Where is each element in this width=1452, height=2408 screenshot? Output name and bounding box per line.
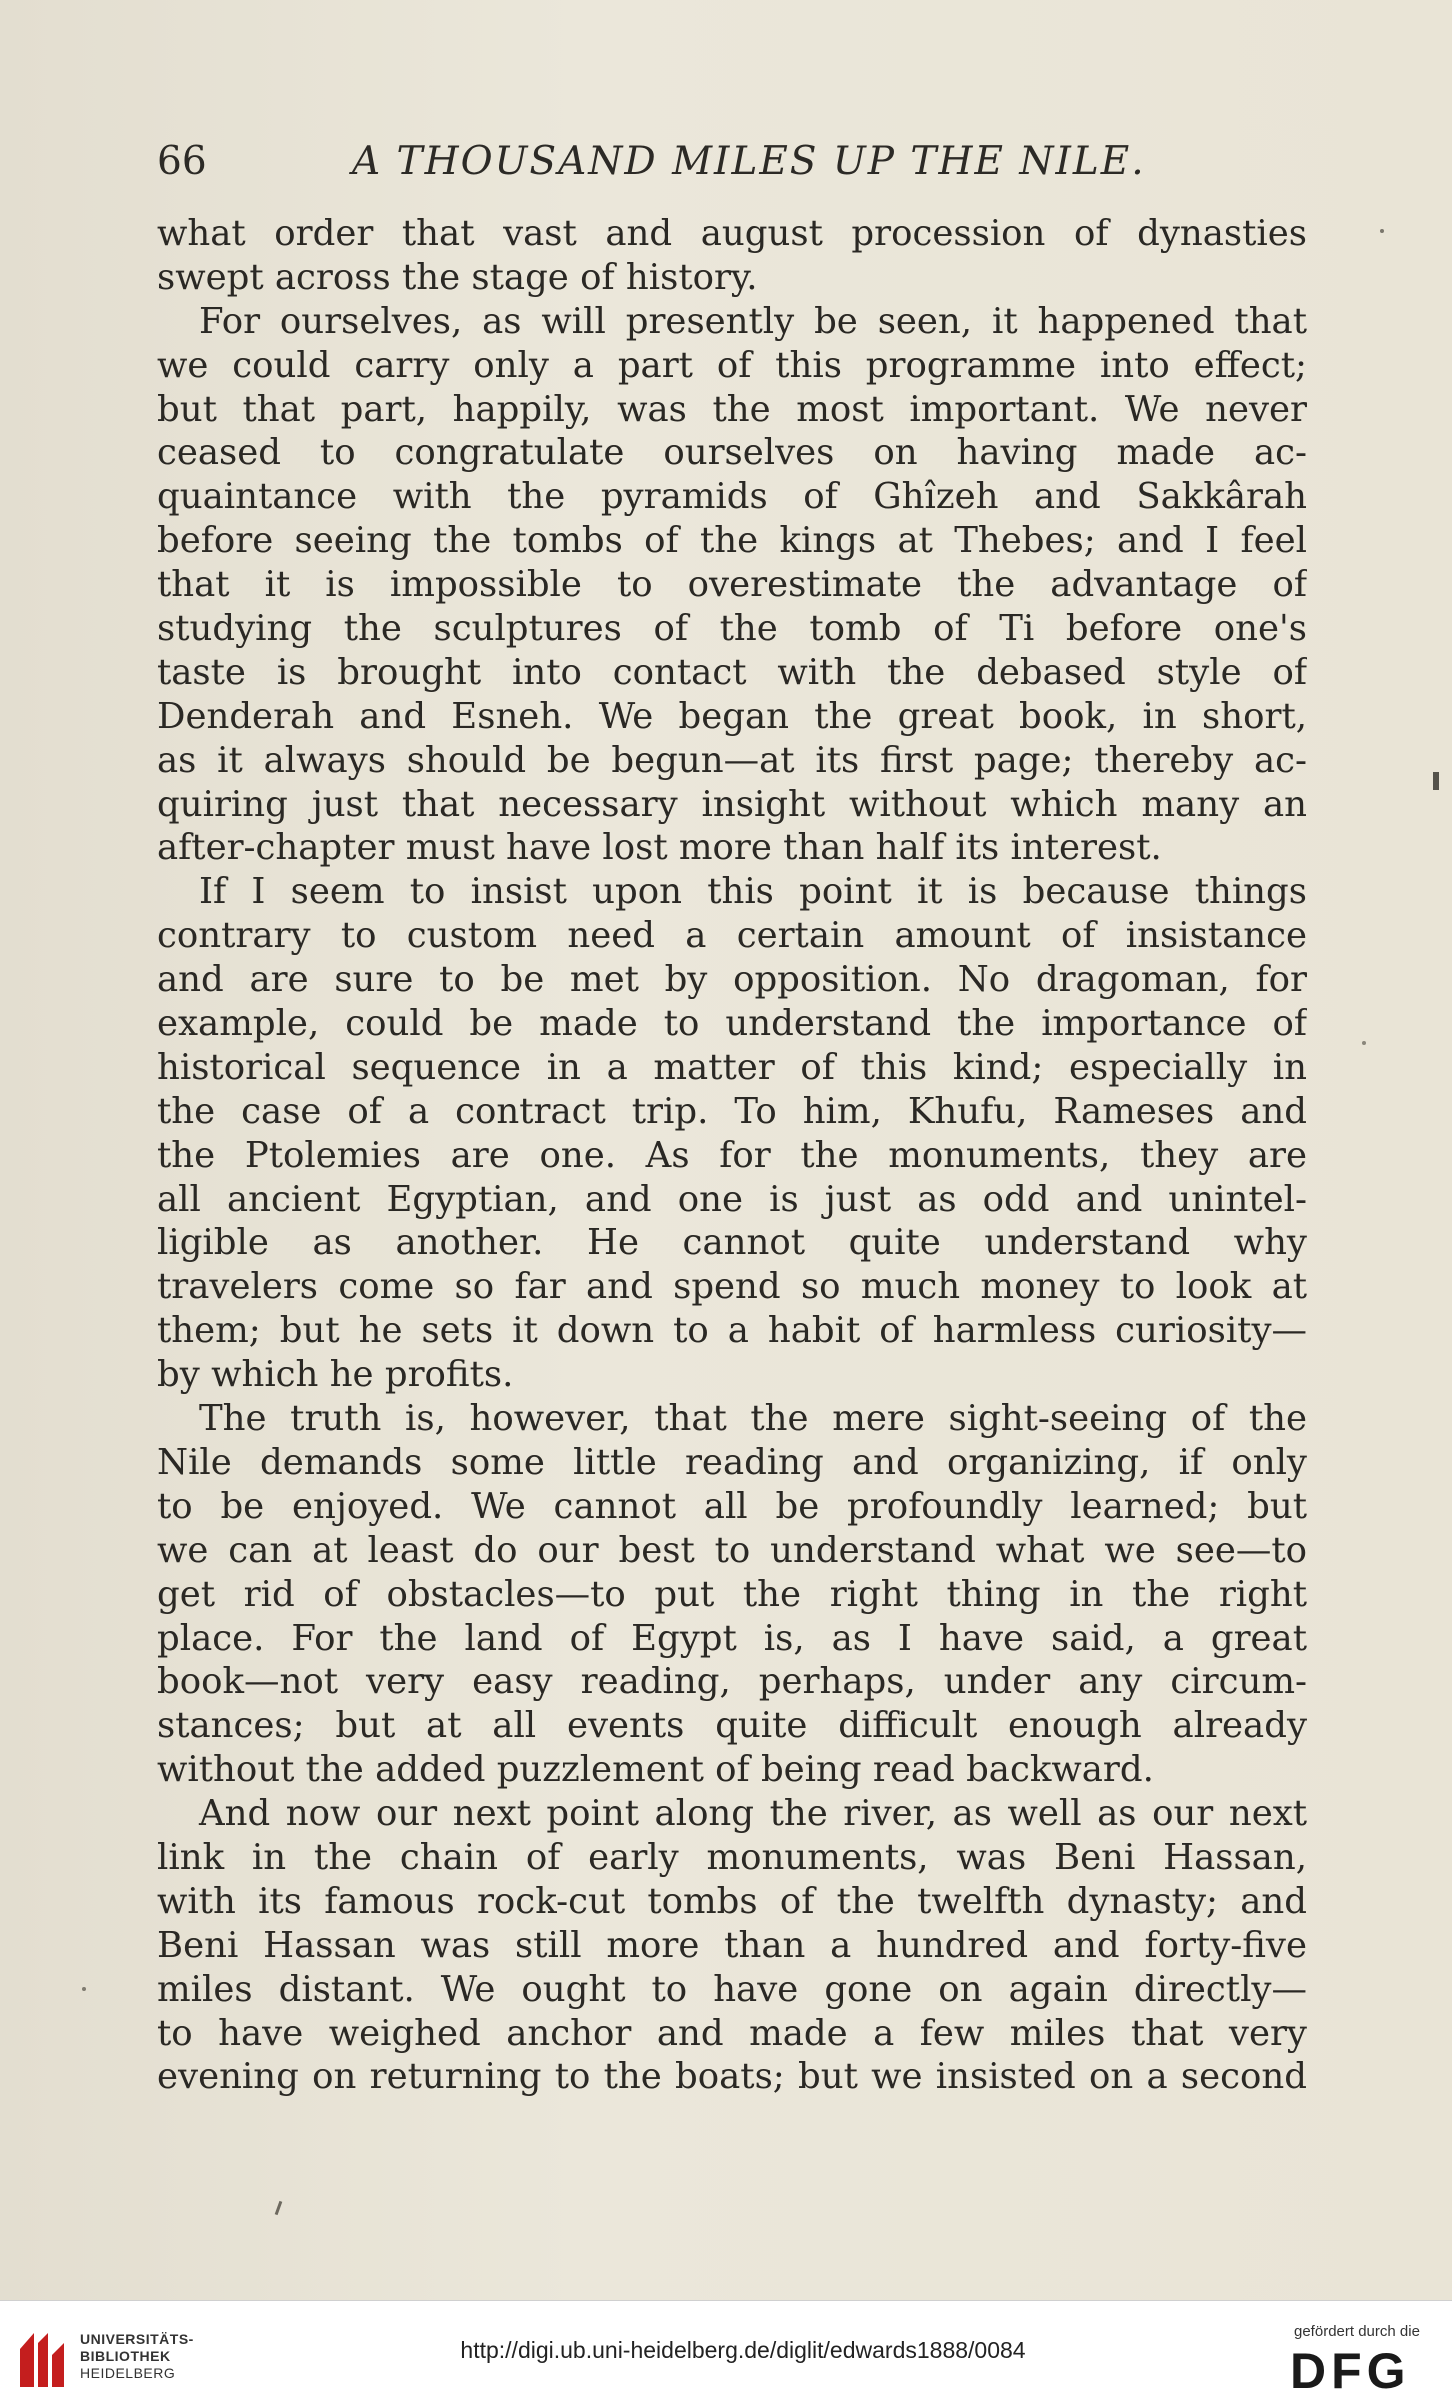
text-line: them; but he sets it down to a habit of harmless curiosity—: [157, 1310, 1307, 1352]
paper-speck: [82, 1987, 86, 1991]
text-line: swept across the stage of history.: [157, 256, 758, 298]
text-line: we could carry only a part of this programme into effect;: [157, 344, 1307, 386]
permalink-url[interactable]: http://digi.ub.uni-heidelberg.de/diglit/edwards1888/0084: [460, 2337, 1026, 2363]
heidelberg-university-library-logo-icon: [14, 2329, 70, 2389]
text-line: quiring just that necessary insight without which many an: [157, 783, 1307, 825]
paper-speck: [1433, 772, 1439, 790]
text-line: quaintance with the pyramids of Ghîzeh and Sakkârah: [157, 476, 1307, 518]
text-line: For ourselves, as will presently be seen, it happened that: [199, 300, 1307, 342]
paragraph: [157, 212, 1307, 300]
text-line: Beni Hassan was still more than a hundred and forty-five: [157, 1924, 1307, 1966]
text-line: book—not very easy reading, perhaps, under any circum-: [157, 1661, 1307, 1703]
text-line: the case of a contract trip. To him, Khufu, Rameses and: [157, 1090, 1307, 1132]
text-line: as it always should be begun—at its first page; thereby ac-: [157, 739, 1307, 781]
text-line: by which he profits.: [157, 1354, 514, 1396]
text-line: that it is impossible to overestimate the advantage of: [157, 564, 1307, 606]
paragraph: [157, 300, 1307, 871]
text-line: studying the sculptures of the tomb of Ti before one's: [157, 608, 1307, 650]
text-line: and are sure to be met by opposition. No dragoman, for: [157, 959, 1307, 1001]
text-line: stances; but at all events quite difficult enough already: [157, 1705, 1307, 1747]
text-line: The truth is, however, that the mere sight-seeing of the: [199, 1398, 1307, 1440]
text-line: without the added puzzlement of being read backward.: [157, 1749, 1154, 1791]
institution-line: UNIVERSITÄTS-: [80, 2331, 194, 2347]
text-line: all ancient Egyptian, and one is just as odd and unintel-: [157, 1178, 1307, 1220]
text-line: ligible as another. He cannot quite understand why: [157, 1222, 1307, 1264]
page-number: 66: [157, 139, 207, 184]
text-line: get rid of obstacles—to put the right thing in the right: [157, 1573, 1307, 1615]
text-line: but that part, happily, was the most important. We never: [157, 388, 1307, 430]
institution-name: [80, 2331, 194, 2382]
paragraph: [157, 1792, 1307, 2099]
paragraph: [157, 1397, 1307, 1792]
paper-speck: [1362, 1041, 1366, 1045]
funder-caption: gefördert durch die: [1294, 2323, 1420, 2340]
text-line: If I seem to insist upon this point it is because things: [199, 871, 1307, 913]
text-line: miles distant. We ought to have gone on again directly—: [157, 1968, 1307, 2010]
text-line: link in the chain of early monuments, was Beni Hassan,: [157, 1836, 1307, 1878]
text-line: contrary to custom need a certain amount of insistance: [157, 915, 1307, 957]
paper-speck: [1380, 229, 1384, 233]
institution-line: BIBLIOTHEK: [80, 2348, 171, 2364]
text-line: we can at least do our best to understand what we see—to: [157, 1529, 1307, 1571]
text-line: after-chapter must have lost more than half its interest.: [157, 827, 1162, 869]
text-line: Nile demands some little reading and organizing, if only: [157, 1441, 1307, 1483]
digitization-footer: [0, 2300, 1452, 2408]
running-title: A THOUSAND MILES UP THE NILE.: [352, 139, 1146, 184]
text-line: to have weighed anchor and made a few miles that very: [157, 2012, 1307, 2054]
text-line: with its famous rock-cut tombs of the twelfth dynasty; and: [157, 1880, 1307, 1922]
text-line: example, could be made to understand the importance of: [157, 1003, 1307, 1045]
text-line: taste is brought into contact with the debased style of: [157, 651, 1307, 693]
text-line: before seeing the tombs of the kings at Thebes; and I feel: [157, 520, 1307, 562]
text-line: travelers come so far and spend so much money to look at: [157, 1266, 1307, 1308]
text-line: And now our next point along the river, as well as our next: [199, 1793, 1307, 1835]
text-line: the Ptolemies are one. As for the monuments, they are: [157, 1134, 1307, 1176]
text-line: ceased to congratulate ourselves on having made ac-: [157, 432, 1307, 474]
text-line: to be enjoyed. We cannot all be profoundly learned; but: [157, 1485, 1307, 1527]
text-line: what order that vast and august procession of dynasties: [157, 213, 1307, 254]
page-header: [157, 132, 1307, 192]
pencil-mark: [275, 2201, 283, 2215]
dfg-logo: DFG: [1290, 2343, 1411, 2399]
text-line: historical sequence in a matter of this kind; especially in: [157, 1046, 1307, 1088]
text-line: Denderah and Esneh. We began the great book, in short,: [157, 695, 1307, 737]
body-text: [157, 212, 1307, 2099]
institution-line: HEIDELBERG: [80, 2365, 176, 2381]
text-line: place. For the land of Egypt is, as I have said, a great: [157, 1617, 1307, 1659]
paragraph: [157, 870, 1307, 1397]
text-line: evening on returning to the boats; but we insisted on a second: [157, 2056, 1307, 2098]
